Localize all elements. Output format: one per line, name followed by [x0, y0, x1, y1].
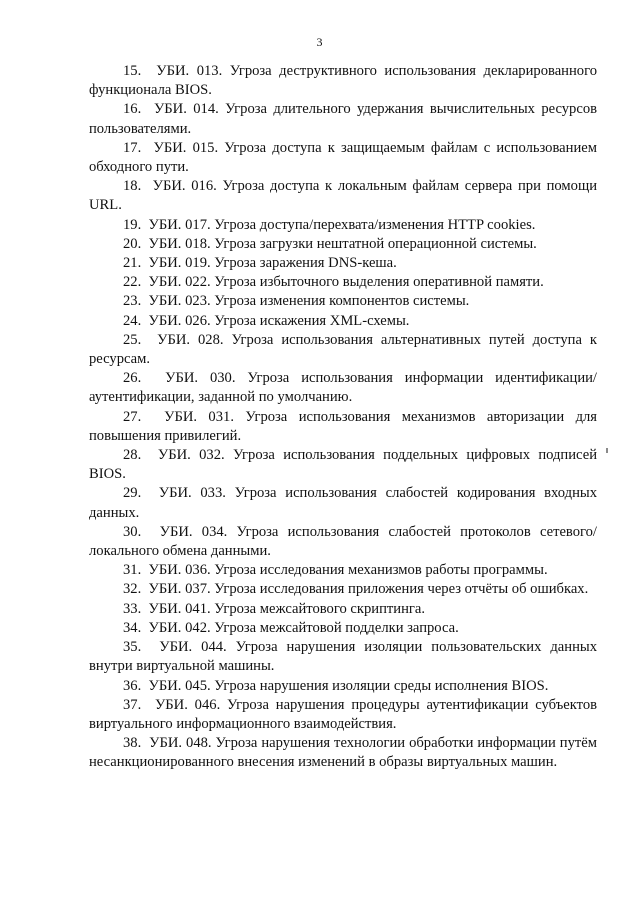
item-number: 21.	[123, 255, 142, 272]
list-item	[89, 235, 597, 254]
item-number: 18.	[123, 178, 142, 195]
list-item	[89, 638, 597, 676]
list-item	[89, 312, 597, 331]
item-text: УБИ. 022. Угроза избыточного выделения оперативной памяти.	[148, 274, 544, 291]
item-text: УБИ. 030. Угроза использования информации идентификации/аутентификации, заданной по умолчанию.	[89, 370, 597, 406]
item-text: УБИ. 045. Угроза нарушения изоляции среды исполнения BIOS.	[148, 677, 549, 694]
item-text: УБИ. 046. Угроза нарушения процедуры аутентификации субъектов виртуального информационного взаимодействия.	[89, 696, 598, 732]
list-item	[89, 177, 597, 215]
item-number: 23.	[123, 293, 142, 310]
item-text: УБИ. 034. Угроза использования слабостей протоколов сетевого/локального обмена данными.	[89, 523, 597, 560]
item-text: УБИ. 017. Угроза доступа/перехвата/изменения HTTP cookies.	[148, 216, 536, 233]
list-item	[89, 273, 597, 292]
threat-list	[89, 62, 597, 773]
list-item	[89, 62, 597, 100]
list-item	[89, 216, 597, 235]
list-item	[89, 677, 597, 696]
item-text: УБИ. 048. Угроза нарушения технологии обработки информации путём несанкционированного внесения изменений в образы виртуальных машин.	[89, 735, 597, 771]
item-number: 24.	[123, 312, 142, 329]
item-text: УБИ. 037. Угроза исследования приложения через отчёты об ошибках.	[148, 581, 589, 598]
item-number: 15.	[123, 63, 142, 79]
item-text: УБИ. 036. Угроза исследования механизмов работы программы.	[148, 562, 548, 579]
item-number: 16.	[123, 101, 142, 118]
list-item	[89, 734, 597, 772]
item-number: 29.	[123, 485, 142, 502]
item-text: УБИ. 042. Угроза межсайтовой подделки запроса.	[148, 619, 459, 636]
item-text: УБИ. 031. Угроза использования механизмов авторизации для повышения привилегий.	[89, 408, 597, 444]
item-text: УБИ. 014. Угроза длительного удержания вычислительных ресурсов пользователями.	[89, 101, 598, 137]
list-item	[89, 369, 597, 407]
list-item	[89, 331, 597, 369]
item-number: 20.	[123, 235, 142, 252]
list-item	[89, 100, 597, 138]
item-number: 32.	[123, 581, 142, 598]
item-number: 25.	[123, 331, 142, 348]
scan-edge-mark	[606, 448, 608, 453]
item-number: 22.	[123, 274, 142, 291]
list-item	[89, 446, 597, 484]
item-number: 19.	[123, 216, 142, 233]
list-item	[89, 619, 597, 638]
item-number: 33.	[123, 600, 142, 617]
item-text: УБИ. 033. Угроза использования слабостей кодирования входных данных.	[89, 485, 597, 521]
item-text: УБИ. 015. Угроза доступа к защищаемым файлам с использованием обходного пути.	[89, 139, 597, 176]
item-number: 37.	[123, 696, 142, 713]
item-number: 34.	[123, 619, 142, 636]
item-number: 30.	[123, 523, 142, 540]
item-number: 38.	[123, 735, 142, 752]
list-item	[89, 696, 597, 734]
list-item	[89, 139, 597, 177]
item-text: УБИ. 019. Угроза заражения DNS-кеша.	[148, 255, 397, 272]
page-number: 3	[316, 35, 323, 49]
list-item	[89, 408, 597, 446]
item-text: УБИ. 026. Угроза искажения XML-схемы.	[148, 312, 410, 329]
list-item	[89, 484, 597, 522]
item-number: 35.	[123, 639, 142, 656]
item-number: 28.	[123, 447, 142, 464]
item-number: 26.	[123, 370, 142, 387]
list-item	[89, 600, 597, 619]
list-item	[89, 580, 597, 599]
list-item	[89, 561, 597, 580]
list-item	[89, 254, 597, 273]
item-number: 17.	[123, 139, 142, 156]
item-text: УБИ. 018. Угроза загрузки нештатной операционной системы.	[148, 235, 537, 252]
item-number: 27.	[123, 408, 142, 425]
list-item	[89, 292, 597, 311]
list-item	[89, 523, 597, 561]
item-text: УБИ. 013. Угроза деструктивного использования декларированного функционала BIOS.	[89, 63, 598, 99]
item-text: УБИ. 028. Угроза использования альтернативных путей доступа к ресурсам.	[89, 331, 597, 368]
item-text: УБИ. 016. Угроза доступа к локальным файлам сервера при помощи URL.	[89, 178, 597, 214]
item-text: УБИ. 023. Угроза изменения компонентов системы.	[148, 293, 470, 310]
item-number: 31.	[123, 562, 142, 579]
item-text: УБИ. 044. Угроза нарушения изоляции пользовательских данных внутри виртуальной машины.	[89, 639, 597, 675]
item-text: УБИ. 041. Угроза межсайтового скриптинга.	[148, 600, 426, 617]
item-text: УБИ. 032. Угроза использования поддельных цифровых подписей BIOS.	[89, 447, 597, 483]
item-number: 36.	[123, 677, 142, 694]
